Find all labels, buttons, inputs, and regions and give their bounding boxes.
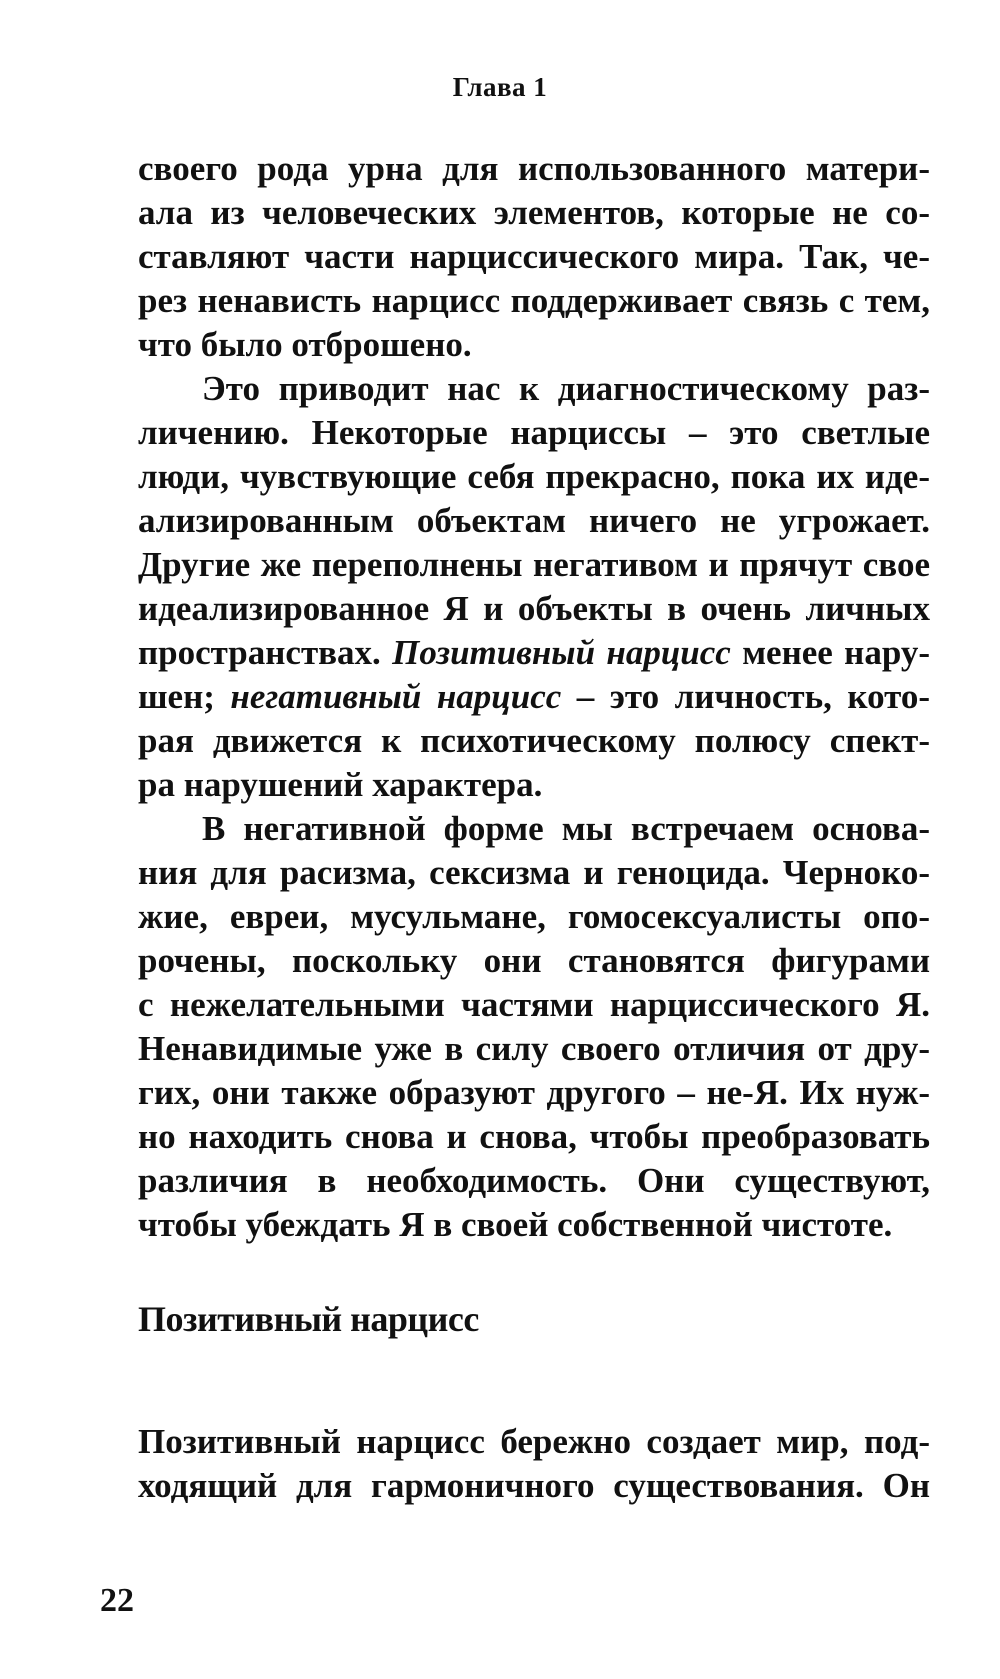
text-line: жие, евреи, мусульмане, гомосексуалисты опо- — [138, 897, 930, 936]
text-line — [138, 631, 930, 675]
paragraph-4 — [138, 1420, 930, 1508]
text-line: ализированным объектам ничего не угрожает. — [138, 501, 930, 540]
body-text — [138, 147, 930, 1247]
text-fragment: – это личность, кото- — [576, 677, 930, 716]
text-line: В негативной форме мы встречаем основа- — [202, 809, 930, 848]
text-line: люди, чувствующие себя прекрасно, пока их иде- — [138, 457, 930, 496]
text-line: ра нарушений характера. — [138, 765, 543, 804]
text-fragment: менее нару- — [742, 633, 930, 672]
text-line: рая движется к психотическому полюсу спект- — [138, 721, 930, 760]
text-fragment: пространствах. — [138, 633, 381, 672]
text-line: ала из человеческих элементов, которые не со- — [138, 193, 930, 232]
paragraph-1 — [138, 147, 930, 367]
emphasis-negative-narcissist: негативный нарцисс — [230, 677, 562, 716]
paragraph-3 — [138, 807, 930, 1247]
text-line: ставляют части нарциссического мира. Так, че- — [138, 237, 930, 276]
section-heading: Позитивный нарцисс — [138, 1299, 479, 1339]
text-line: но находить снова и снова, чтобы преобразовать — [138, 1117, 930, 1156]
text-line: чтобы убеждать Я в своей собственной чистоте. — [138, 1205, 893, 1244]
paragraph-2 — [138, 367, 930, 807]
text-line: идеализированное Я и объекты в очень личных — [138, 589, 930, 628]
text-line: Позитивный нарцисс бережно создает мир, под- — [138, 1422, 930, 1461]
emphasis-positive-narcissist: Позитивный нарцисс — [392, 633, 731, 672]
text-line — [138, 675, 930, 719]
text-fragment: шен; — [138, 677, 215, 716]
text-line: Это приводит нас к диагностическому раз- — [202, 369, 930, 408]
text-line: гих, они также образуют другого – не-Я. Их нуж- — [138, 1073, 930, 1112]
text-line: Другие же переполнены негативом и прячут свое — [138, 545, 930, 584]
text-line: Ненавидимые уже в силу своего отличия от дру- — [138, 1029, 930, 1068]
text-line: с нежелательными частями нарциссического Я. — [138, 985, 930, 1024]
text-line: ния для расизма, сексизма и геноцида. Черноко- — [138, 853, 930, 892]
text-line: рочены, поскольку они становятся фигурами — [138, 941, 930, 980]
text-line: своего рода урна для использованного матери- — [138, 149, 930, 188]
text-line: что было отброшено. — [138, 325, 472, 364]
page-number: 22 — [100, 1582, 134, 1619]
text-line: рез ненависть нарцисс поддерживает связь с тем, — [138, 281, 930, 320]
text-line: различия в необходимость. Они существуют, — [138, 1161, 930, 1200]
running-head: Глава 1 — [452, 72, 548, 102]
section-body-text — [138, 1420, 930, 1508]
text-line: личению. Некоторые нарциссы – это светлые — [138, 413, 930, 452]
text-line: ходящий для гармоничного существования. Он — [138, 1466, 930, 1505]
